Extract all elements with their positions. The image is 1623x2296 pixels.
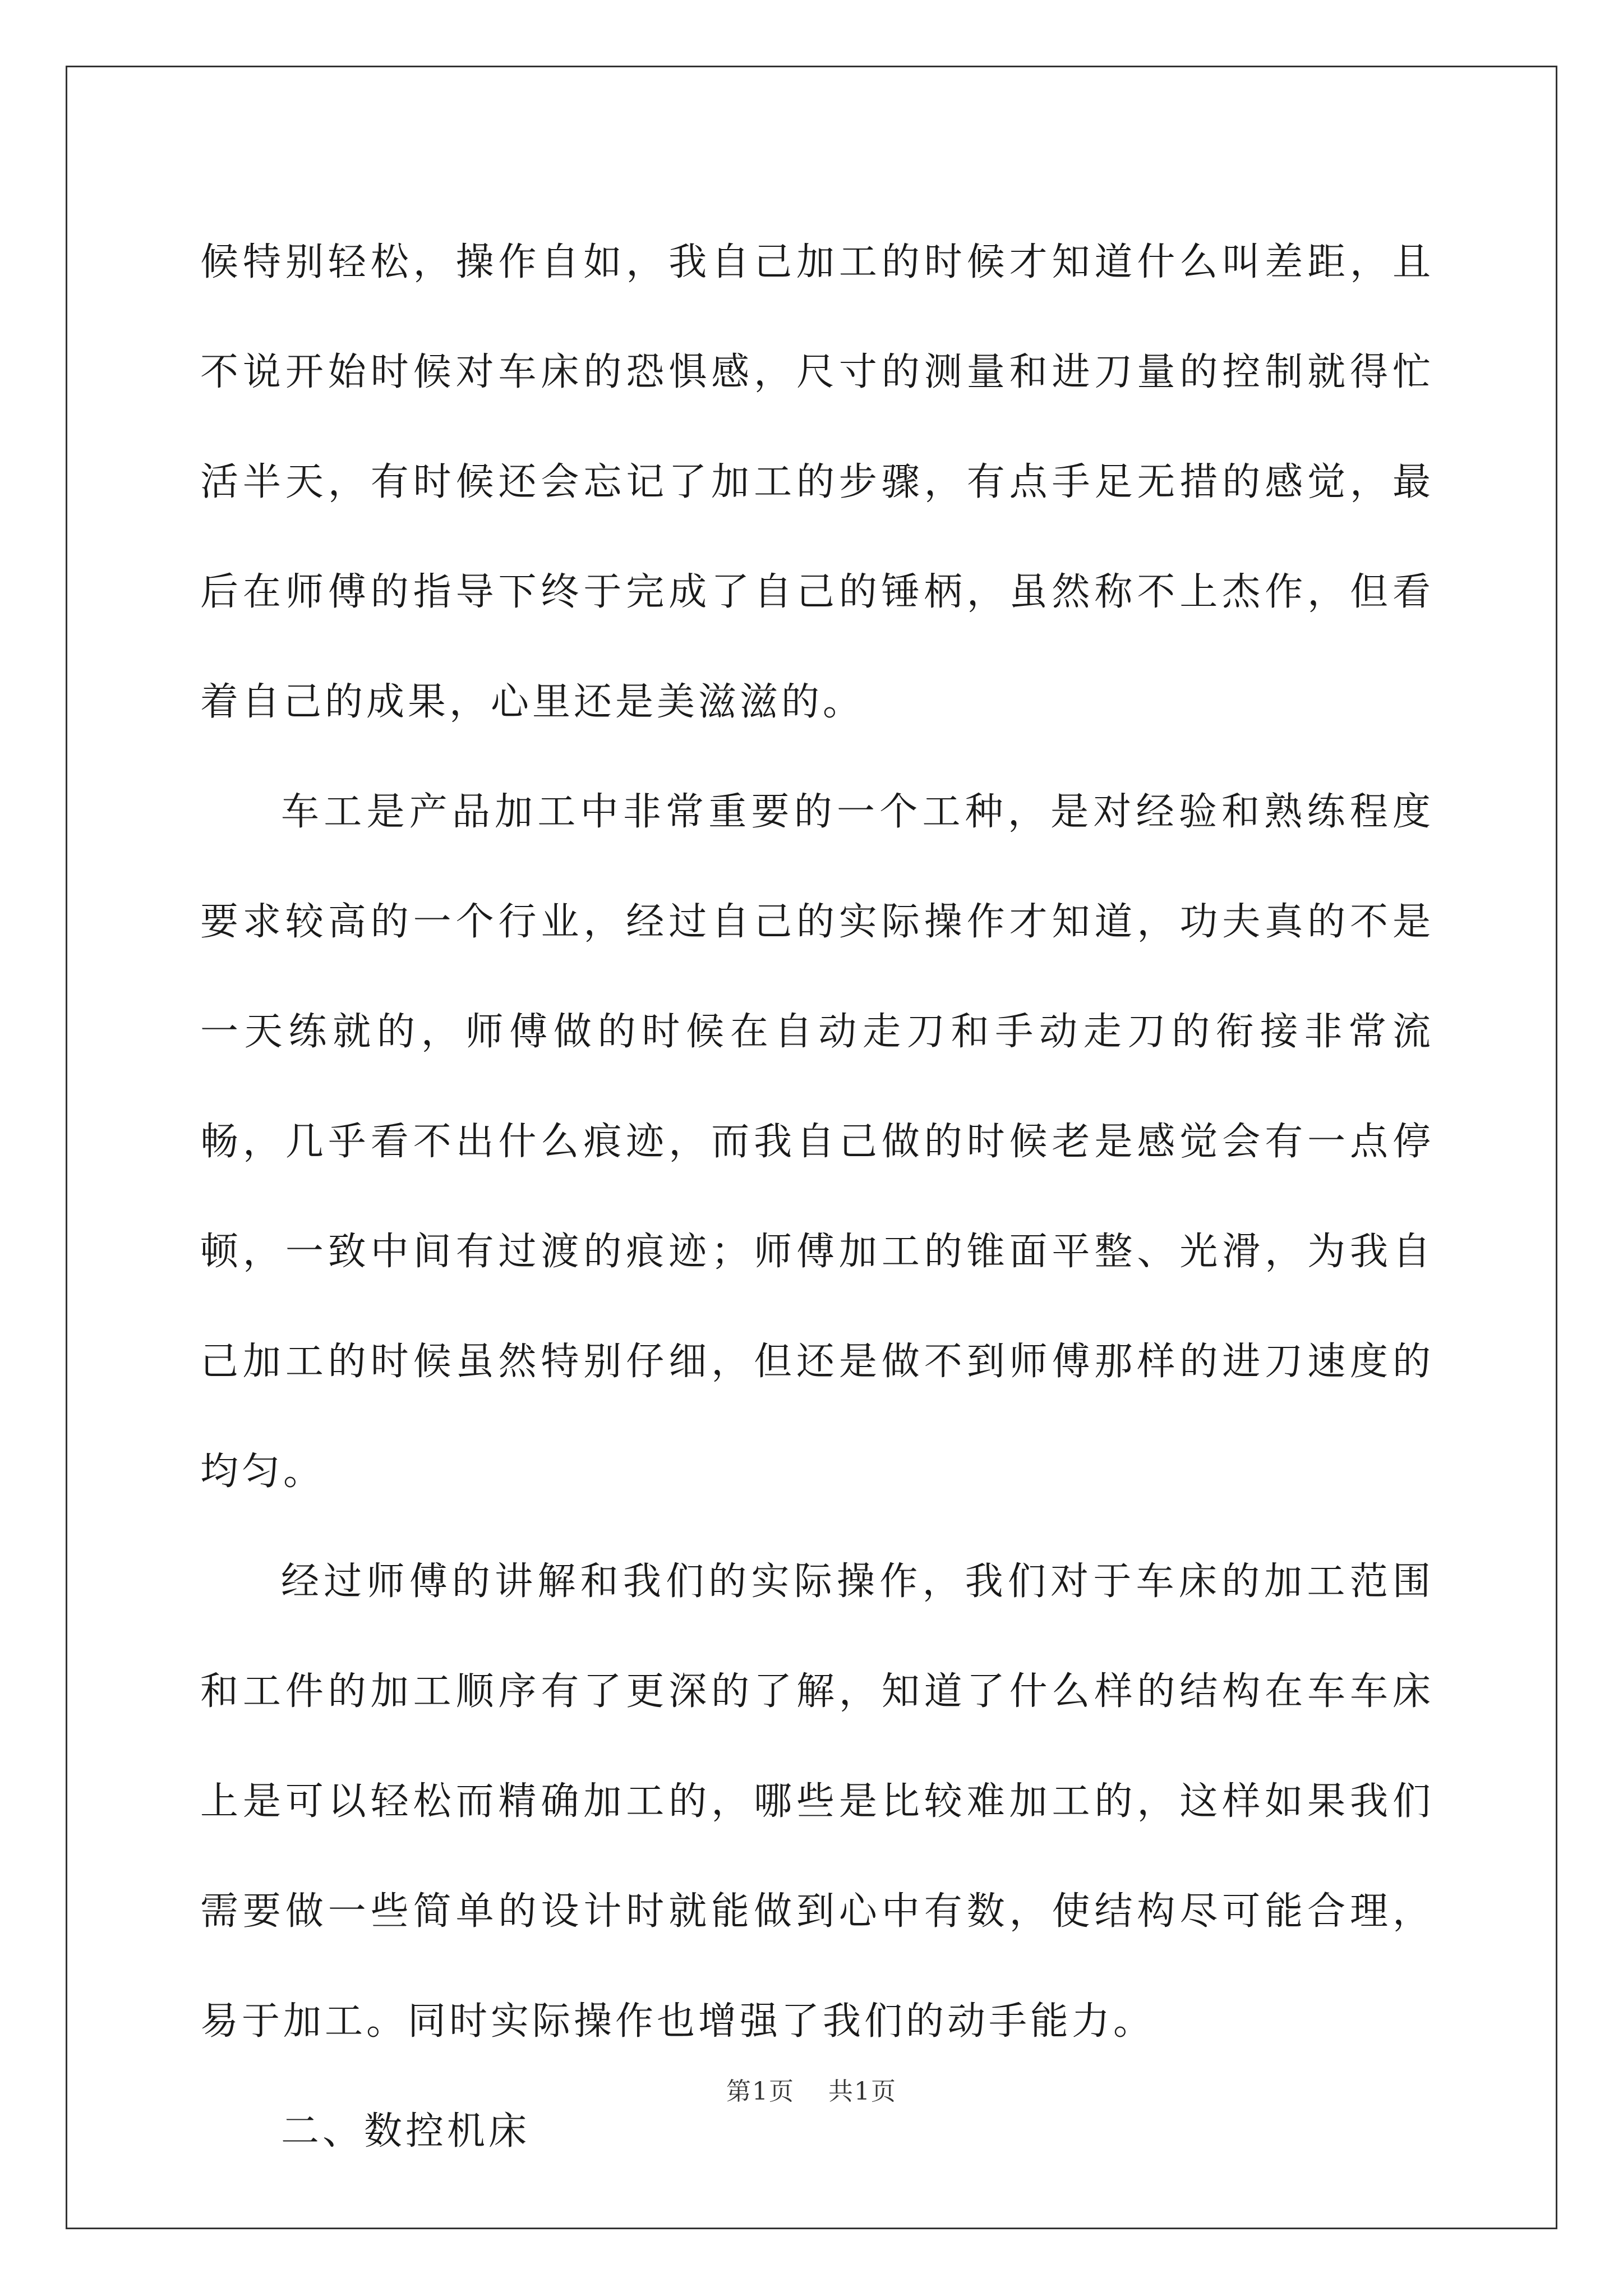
paragraph: 车工是产品加工中非常重要的一个工种，是对经验和熟练程度要求较高的一个行业，经过自己的实际操作才知道，功夫真的不是一天练就的，师傅做的时候在自动走刀和手动走刀的衔接非常流畅，几乎看不出什么痕迹，而我自己做的时候老是感觉会有一点停顿，一致中间有过渡的痕迹；师傅加工的锥面平整、光滑，为我自己加工的时候虽然特别仔细，但还是做不到师傅那样的进刀速度的均匀。	[200, 790, 1434, 1494]
page-number-current: 第1页	[726, 2077, 795, 2106]
page-footer	[0, 2071, 1623, 2107]
document-body	[200, 208, 1434, 2187]
paragraph: 候特别轻松，操作自如，我自己加工的时候才知道什么叫差距，且不说开始时候对车床的恐惧感，尺寸的测量和进刀量的控制就得忙活半天，有时候还会忘记了加工的步骤，有点手足无措的感觉，最后在师傅的指导下终于完成了自己的锤柄，虽然称不上杰作，但看着自己的成果，心里还是美滋滋的。	[200, 240, 1434, 724]
section-heading: 二、数控机床	[281, 2109, 531, 2154]
page-number-total: 共1页	[828, 2077, 897, 2106]
paragraph: 经过师傅的讲解和我们的实际操作，我们对于车床的加工范围和工件的加工顺序有了更深的了解，知道了什么样的结构在车车床上是可以轻松而精确加工的，哪些是比较难加工的，这样如果我们需要做一些简单的设计时就能做到心中有数，使结构尽可能合理，易于加工。同时实际操作也增强了我们的动手能力。	[200, 1559, 1434, 2044]
